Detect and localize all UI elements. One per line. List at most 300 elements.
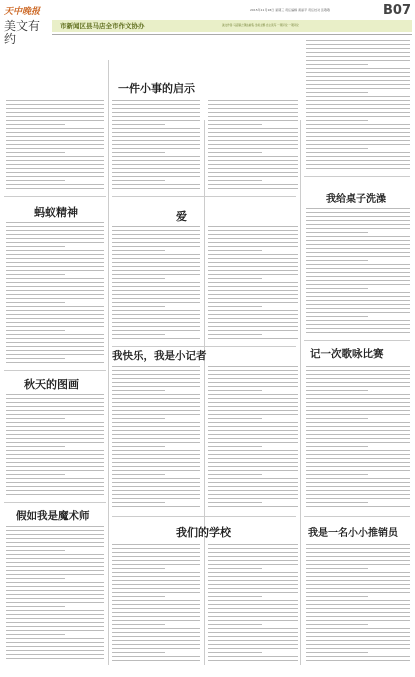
text-line <box>112 608 200 609</box>
text-line <box>6 486 104 487</box>
text-line <box>6 538 104 539</box>
text-line <box>208 560 298 561</box>
text-line <box>306 284 410 285</box>
text-line <box>112 262 200 263</box>
column-divider <box>108 60 109 665</box>
text-line <box>112 410 200 411</box>
text-line <box>112 426 200 427</box>
section-divider <box>304 176 410 177</box>
text-line <box>6 262 104 263</box>
text-line <box>6 530 104 531</box>
text-line <box>112 628 200 629</box>
text-line <box>306 308 410 309</box>
text-line <box>6 258 104 259</box>
text-line <box>306 568 368 569</box>
text-line <box>208 262 298 263</box>
text-line <box>208 636 298 637</box>
text-line <box>208 366 298 367</box>
text-line <box>208 322 298 323</box>
text-line <box>208 632 298 633</box>
article-body <box>6 394 104 498</box>
text-line <box>306 92 368 93</box>
text-line <box>208 652 262 653</box>
text-line <box>6 598 104 599</box>
text-line <box>208 250 262 251</box>
text-line <box>112 116 200 117</box>
text-line <box>208 454 298 455</box>
text-line <box>306 628 410 629</box>
text-line <box>208 136 298 137</box>
text-line <box>306 426 410 427</box>
text-line <box>306 592 410 593</box>
text-line <box>6 586 104 587</box>
text-line <box>208 410 298 411</box>
text-line <box>112 560 200 561</box>
text-line <box>112 648 200 649</box>
text-line <box>306 64 368 65</box>
text-line <box>112 230 200 231</box>
text-line <box>208 278 262 279</box>
text-line <box>208 258 298 259</box>
text-line <box>208 274 298 275</box>
text-line <box>306 124 410 125</box>
text-line <box>208 486 298 487</box>
section-banner <box>52 20 412 32</box>
text-line <box>306 418 368 419</box>
text-line <box>208 108 298 109</box>
article-title: 我是一名小小推销员 <box>308 528 398 539</box>
text-line <box>208 132 298 133</box>
text-line <box>208 124 262 125</box>
text-line <box>208 148 298 149</box>
text-line <box>208 640 298 641</box>
text-line <box>208 156 298 157</box>
text-line <box>112 160 200 161</box>
text-line <box>6 558 104 559</box>
text-line <box>306 648 410 649</box>
text-line <box>306 580 410 581</box>
text-line <box>306 588 410 589</box>
text-line <box>112 600 200 601</box>
text-line <box>208 386 298 387</box>
text-line <box>208 246 298 247</box>
text-line <box>306 370 410 371</box>
text-line <box>112 442 200 443</box>
section-divider <box>4 370 106 371</box>
text-line <box>112 374 200 375</box>
text-line <box>208 168 298 169</box>
text-line <box>208 406 298 407</box>
text-line <box>208 378 298 379</box>
text-line <box>306 652 368 653</box>
text-line <box>208 572 298 573</box>
text-line <box>208 184 298 185</box>
text-line <box>306 164 410 165</box>
banner-title: 市新闻区县马店全市作文协办 <box>60 22 145 30</box>
text-line <box>112 644 200 645</box>
text-line <box>112 478 200 479</box>
text-line <box>112 132 200 133</box>
text-line <box>208 498 298 499</box>
section-name: 美文有约 <box>4 19 41 46</box>
text-line <box>6 546 104 547</box>
text-line <box>112 164 200 165</box>
text-line <box>306 152 410 153</box>
text-line <box>112 486 200 487</box>
text-line <box>208 318 298 319</box>
text-line <box>208 482 298 483</box>
text-line <box>208 616 298 617</box>
text-line <box>208 294 298 295</box>
text-line <box>112 406 200 407</box>
text-line <box>208 282 298 283</box>
text-line <box>6 306 104 307</box>
text-line <box>112 624 165 625</box>
text-line <box>6 534 104 535</box>
text-line <box>208 478 298 479</box>
text-line <box>306 506 410 507</box>
newspaper-name: 天中晚报 <box>4 7 41 17</box>
text-line <box>208 398 298 399</box>
text-line <box>306 398 410 399</box>
text-line <box>208 104 298 105</box>
text-line <box>6 442 104 443</box>
text-line <box>306 332 410 333</box>
text-line <box>208 302 298 303</box>
text-line <box>6 136 104 137</box>
text-line <box>112 390 165 391</box>
text-line <box>306 52 410 53</box>
text-line <box>6 116 104 117</box>
text-line <box>306 564 410 565</box>
text-line <box>112 326 200 327</box>
text-line <box>306 390 368 391</box>
text-line <box>6 438 104 439</box>
text-line <box>6 354 104 355</box>
text-line <box>112 604 200 605</box>
text-line <box>112 506 200 507</box>
text-line <box>208 660 298 661</box>
section-divider <box>112 196 296 197</box>
text-line <box>306 328 410 329</box>
article-body <box>306 40 410 172</box>
text-line <box>112 140 200 141</box>
text-line <box>6 458 104 459</box>
text-line <box>112 462 200 463</box>
text-line <box>306 84 410 85</box>
text-line <box>6 334 104 335</box>
text-line <box>6 184 104 185</box>
text-line <box>306 378 410 379</box>
text-line <box>306 366 410 367</box>
text-line <box>6 362 104 363</box>
text-line <box>6 490 104 491</box>
text-line <box>208 326 298 327</box>
text-line <box>6 326 104 327</box>
text-line <box>306 660 410 661</box>
text-line <box>306 56 410 57</box>
text-line <box>208 382 298 383</box>
text-line <box>112 616 200 617</box>
text-line <box>6 314 104 315</box>
text-line <box>112 310 200 311</box>
text-line <box>112 548 200 549</box>
text-line <box>112 458 200 459</box>
text-line <box>112 148 200 149</box>
text-line <box>112 576 200 577</box>
text-line <box>306 482 410 483</box>
section-divider <box>304 340 410 341</box>
text-line <box>306 212 410 213</box>
text-line <box>306 72 410 73</box>
text-line <box>306 312 410 313</box>
text-line <box>6 278 104 279</box>
text-line <box>6 402 104 403</box>
text-line <box>208 374 298 375</box>
text-line <box>306 656 410 657</box>
text-line <box>6 454 104 455</box>
text-line <box>306 544 410 545</box>
article-body <box>208 100 298 192</box>
text-line <box>306 248 410 249</box>
text-line <box>208 286 298 287</box>
text-line <box>306 462 410 463</box>
column-divider <box>300 120 301 665</box>
text-line <box>6 610 104 611</box>
text-line <box>6 250 104 251</box>
text-line <box>208 548 298 549</box>
text-line <box>306 494 410 495</box>
text-line <box>112 266 200 267</box>
text-line <box>112 294 200 295</box>
text-line <box>208 100 298 101</box>
text-line <box>306 156 410 157</box>
text-line <box>6 554 104 555</box>
text-line <box>208 584 298 585</box>
text-line <box>6 542 104 543</box>
text-line <box>306 224 410 225</box>
text-line <box>208 466 298 467</box>
text-line <box>112 176 200 177</box>
text-line <box>112 270 200 271</box>
text-line <box>306 576 410 577</box>
text-line <box>6 108 104 109</box>
text-line <box>306 44 410 45</box>
text-line <box>6 318 104 319</box>
article-body <box>306 208 410 336</box>
text-line <box>306 220 410 221</box>
text-line <box>306 474 368 475</box>
text-line <box>6 266 104 267</box>
text-line <box>306 292 410 293</box>
text-line <box>306 276 410 277</box>
text-line <box>6 634 65 635</box>
text-line <box>112 494 200 495</box>
text-line <box>112 226 200 227</box>
text-line <box>208 596 262 597</box>
text-line <box>6 226 104 227</box>
text-line <box>208 604 298 605</box>
article-body <box>112 544 200 664</box>
text-line <box>208 338 298 339</box>
text-line <box>6 222 104 223</box>
text-line <box>6 646 104 647</box>
text-line <box>306 616 410 617</box>
text-line <box>112 418 165 419</box>
text-line <box>306 104 410 105</box>
text-line <box>306 320 410 321</box>
text-line <box>306 632 410 633</box>
text-line <box>6 418 65 419</box>
text-line <box>112 188 200 189</box>
text-line <box>208 418 262 419</box>
text-line <box>112 318 200 319</box>
article-body <box>6 222 104 366</box>
text-line <box>208 140 298 141</box>
text-line <box>306 478 410 479</box>
text-line <box>208 176 298 177</box>
text-line <box>208 544 298 545</box>
text-line <box>6 246 65 247</box>
text-line <box>306 458 410 459</box>
text-line <box>112 278 165 279</box>
text-line <box>208 298 298 299</box>
text-line <box>6 614 104 615</box>
text-line <box>306 596 368 597</box>
text-line <box>208 188 298 189</box>
text-line <box>112 660 200 661</box>
text-line <box>208 414 298 415</box>
text-line <box>208 450 298 451</box>
text-line <box>112 128 200 129</box>
text-line <box>306 296 410 297</box>
text-line <box>6 286 104 287</box>
text-line <box>112 580 200 581</box>
text-line <box>6 414 104 415</box>
text-line <box>306 620 410 621</box>
text-line <box>306 466 410 467</box>
text-line <box>112 152 165 153</box>
text-line <box>6 160 104 161</box>
text-line <box>208 242 298 243</box>
text-line <box>6 622 104 623</box>
text-line <box>306 624 368 625</box>
text-line <box>6 566 104 567</box>
text-line <box>306 640 410 641</box>
text-line <box>112 378 200 379</box>
text-line <box>6 606 65 607</box>
text-line <box>306 100 410 101</box>
text-line <box>6 180 65 181</box>
text-line <box>6 176 104 177</box>
text-line <box>6 350 104 351</box>
text-line <box>306 382 410 383</box>
text-line <box>306 136 410 137</box>
text-line <box>306 300 410 301</box>
text-line <box>208 580 298 581</box>
article-body <box>208 226 298 342</box>
text-line <box>112 112 200 113</box>
text-line <box>306 556 410 557</box>
text-line <box>112 282 200 283</box>
text-line <box>306 324 410 325</box>
text-line <box>6 140 104 141</box>
text-line <box>112 246 200 247</box>
text-line <box>112 108 200 109</box>
text-line <box>112 120 200 121</box>
text-line <box>112 556 200 557</box>
text-line <box>112 564 200 565</box>
text-line <box>6 148 104 149</box>
article-title: 一件小事的启示 <box>118 82 195 95</box>
text-line <box>208 552 298 553</box>
text-line <box>208 564 298 565</box>
text-line <box>6 234 104 235</box>
article-body <box>6 100 104 192</box>
text-line <box>6 470 104 471</box>
text-line <box>208 234 298 235</box>
text-line <box>112 636 200 637</box>
text-line <box>306 406 410 407</box>
article-title: 秋天的图画 <box>24 378 79 391</box>
header-rule <box>52 34 412 35</box>
text-line <box>306 68 410 69</box>
text-line <box>306 446 368 447</box>
text-line <box>6 650 104 651</box>
text-line <box>112 394 200 395</box>
text-line <box>208 442 298 443</box>
text-line <box>6 578 65 579</box>
text-line <box>306 316 368 317</box>
text-line <box>112 470 200 471</box>
text-line <box>208 370 298 371</box>
article-body <box>208 544 298 664</box>
text-line <box>306 148 368 149</box>
text-line <box>112 322 200 323</box>
text-line <box>6 132 104 133</box>
text-line <box>6 462 104 463</box>
text-line <box>6 270 104 271</box>
text-line <box>306 600 410 601</box>
text-line <box>306 288 368 289</box>
text-line <box>208 112 298 113</box>
text-line <box>6 590 104 591</box>
text-line <box>6 394 104 395</box>
text-line <box>112 330 200 331</box>
text-line <box>6 298 104 299</box>
text-line <box>306 108 410 109</box>
text-line <box>6 144 104 145</box>
text-line <box>6 422 104 423</box>
text-line <box>6 120 104 121</box>
text-line <box>306 40 410 41</box>
text-line <box>112 238 200 239</box>
text-line <box>112 490 200 491</box>
text-line <box>208 446 262 447</box>
text-line <box>306 410 410 411</box>
text-line <box>306 228 410 229</box>
text-line <box>112 290 200 291</box>
text-line <box>208 506 298 507</box>
text-line <box>306 636 410 637</box>
text-line <box>6 104 104 105</box>
text-line <box>6 618 104 619</box>
text-line <box>306 386 410 387</box>
text-line <box>306 272 410 273</box>
text-line <box>208 238 298 239</box>
text-line <box>306 280 410 281</box>
text-line <box>306 140 410 141</box>
